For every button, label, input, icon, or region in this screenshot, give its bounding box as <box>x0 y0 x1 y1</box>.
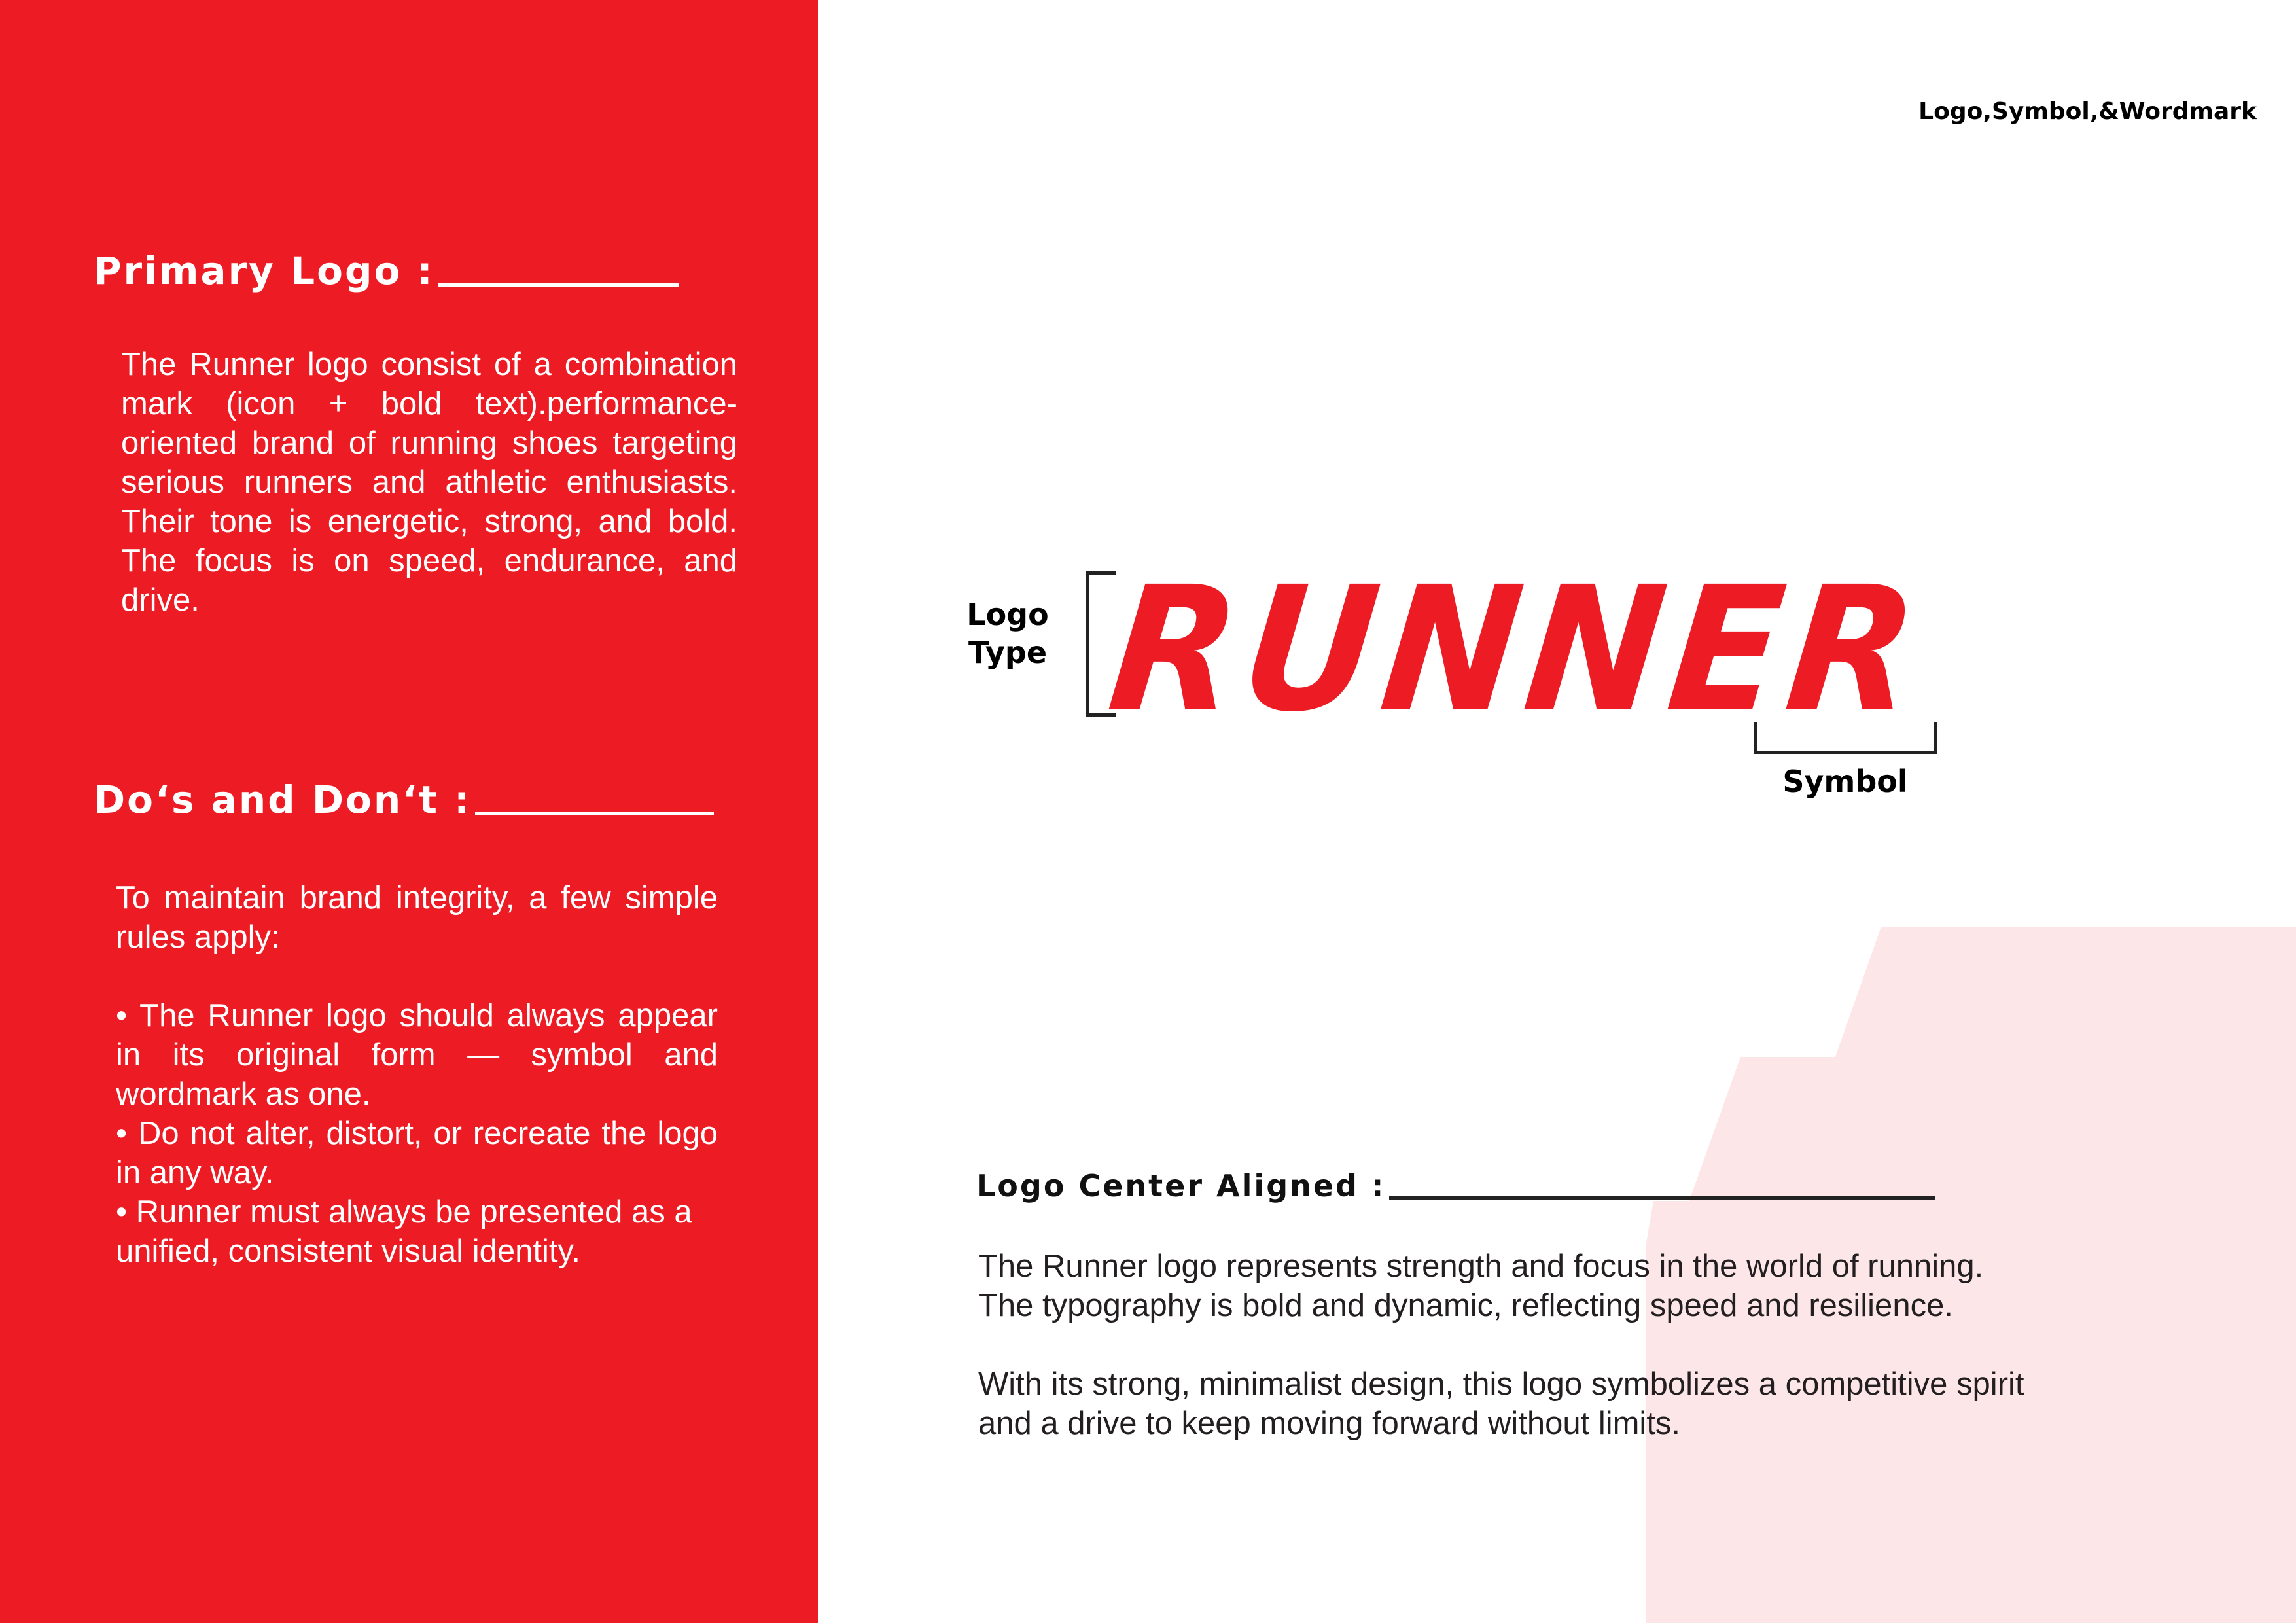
center-p1-line1: The Runner logo represents strength and focus in the world of running. <box>978 1249 1984 1284</box>
heading-underline <box>475 812 714 815</box>
logotype-label-line2: Type <box>968 635 1048 670</box>
primary-logo-description <box>121 345 737 620</box>
logotype-label <box>942 596 1073 671</box>
page-title: Logo,Symbol,&Wordmark <box>1918 98 2257 125</box>
center-p2-line1: With its strong, minimalist design, this logo symbolizes a competitive spirit <box>978 1366 2024 1402</box>
heading-underline <box>1389 1196 1935 1200</box>
center-aligned-heading-text: Logo Center Aligned : <box>976 1168 1386 1204</box>
logotype-label-line1: Logo <box>966 597 1049 632</box>
dos-intro: To maintain brand integrity, a few simple rules apply: <box>116 880 718 955</box>
dos-and-donts-heading-text: Do‘s and Don‘t : <box>94 777 472 822</box>
center-aligned-description <box>978 1247 2104 1443</box>
rule-item: • The Runner logo should always appear in its original form — symbol and wordmark as one. <box>116 998 718 1112</box>
dos-and-donts-description <box>116 878 718 1271</box>
logo-display <box>942 550 2185 825</box>
primary-logo-heading-text: Primary Logo : <box>94 249 434 293</box>
symbol-label: Symbol <box>1782 764 1908 799</box>
primary-logo-heading <box>94 249 679 293</box>
runner-wordmark: RUNNER <box>1101 549 1932 750</box>
center-p2-line2: and a drive to keep moving forward without limits. <box>978 1406 1681 1441</box>
symbol-bracket <box>1754 722 1937 754</box>
dos-and-donts-heading <box>94 777 714 822</box>
primary-logo-body: The Runner logo consist of a combination mark (icon + bold text).performance-oriented brand of running shoes targeting serious runners and athletic enthusiasts. Their tone is energetic, strong, and bold. The focus is on speed, endurance, and drive. <box>121 347 737 618</box>
heading-underline <box>438 283 679 287</box>
center-p1-line2: The typography is bold and dynamic, reflecting speed and resilience. <box>978 1288 1953 1323</box>
rule-item: • Do not alter, distort, or recreate the logo in any way. <box>116 1116 718 1190</box>
center-aligned-heading <box>976 1168 1935 1204</box>
rule-item: • Runner must always be presented as a unified, consistent visual identity. <box>116 1194 692 1269</box>
